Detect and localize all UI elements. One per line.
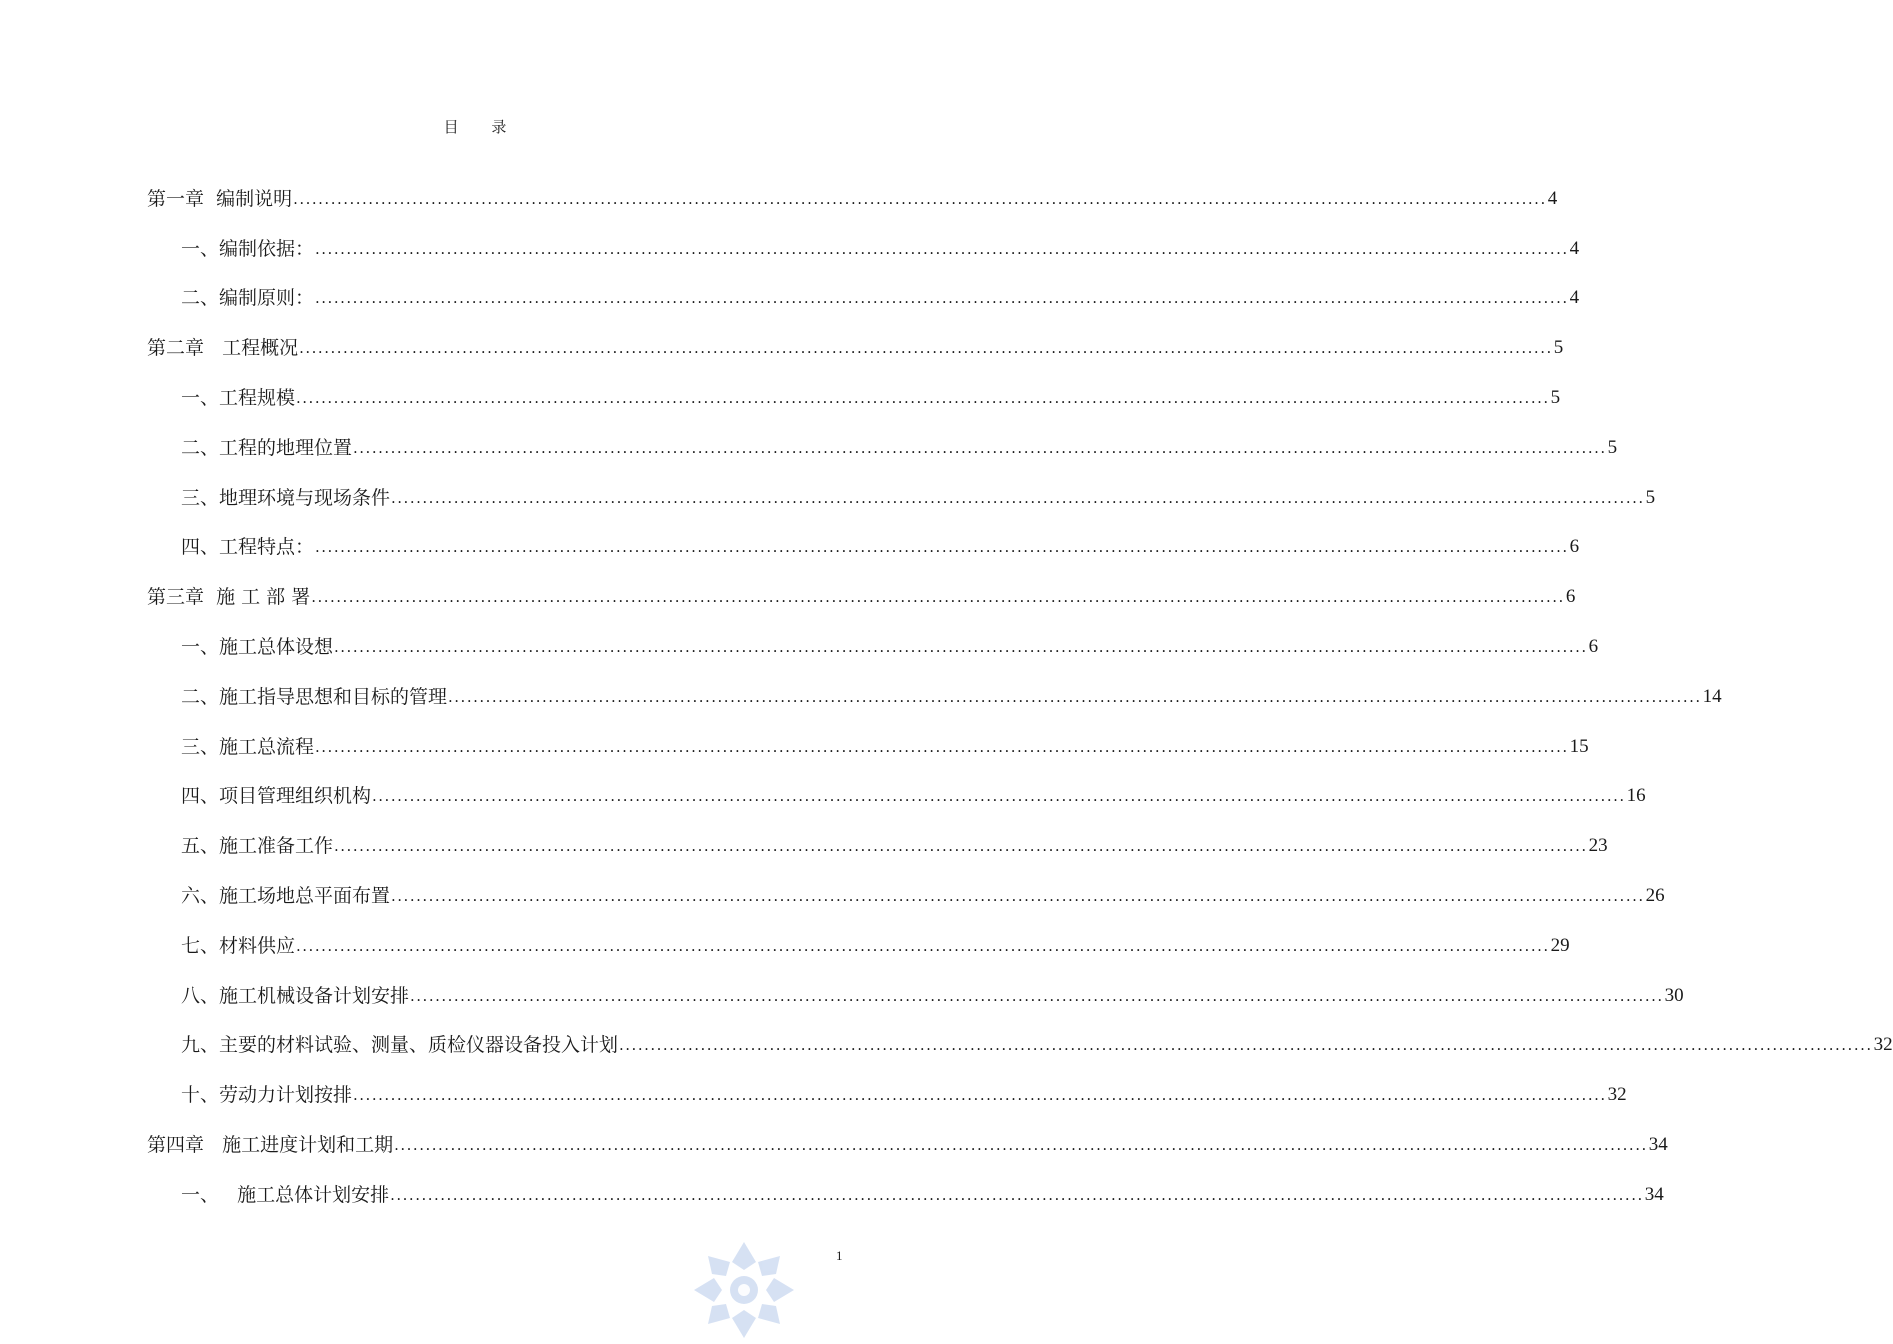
toc-entry-label: 三、施工总流程 [181,735,315,758]
toc-entry[interactable] [147,315,1564,365]
toc-leader-dots: ........................................................................................................................................................................................................ [334,837,1588,856]
toc-leader-dots: ........................................................................................................................................................................................................ [372,787,1626,806]
toc-entry[interactable] [147,564,1576,614]
toc-leader-dots: ........................................................................................................................................................................................................ [353,438,1607,457]
toc-leader-dots: ........................................................................................................................................................................................................ [390,1185,1644,1204]
toc-entry-label: 第二章 工程概况 [147,337,299,360]
toc-title: 目 录 [443,118,521,136]
toc-leader-dots: ........................................................................................................................................................................................................ [394,1135,1648,1154]
toc-leader-dots: ........................................................................................................................................................................................................ [353,1086,1607,1105]
toc-leader-dots: ........................................................................................................................................................................................................ [410,986,1664,1005]
toc-entry-label: 五、施工准备工作 [181,835,334,858]
toc-entry[interactable] [147,714,1589,764]
toc-entry-page: 26 [1645,884,1665,906]
toc-entry-label: 十、劳动力计划按排 [181,1084,353,1107]
toc-entry-page: 34 [1644,1183,1664,1205]
toc-entry-label: 二、工程的地理位置 [181,436,353,459]
toc-entry-page: 15 [1569,735,1589,757]
toc-entry[interactable] [147,266,1580,316]
toc-entry[interactable] [147,764,1646,814]
toc-entry-page: 32 [1607,1084,1627,1106]
toc-leader-dots: ........................................................................................................................................................................................................ [311,588,1565,607]
watermark-logo-icon [690,1240,798,1340]
toc-entry[interactable] [147,166,1558,216]
toc-entry[interactable] [147,365,1561,415]
table-of-contents [147,166,1893,1212]
toc-leader-dots: ........................................................................................................................................................................................................ [391,886,1645,905]
toc-entry-label: 四、项目管理组织机构 [181,785,372,808]
toc-leader-dots: ........................................................................................................................................................................................................ [448,687,1702,706]
toc-leader-dots: ........................................................................................................................................................................................................ [315,538,1569,557]
toc-entry-page: 5 [1550,386,1561,408]
toc-leader-dots: ........................................................................................................................................................................................................ [293,189,1547,208]
toc-entry[interactable] [147,515,1580,565]
toc-entry-page: 29 [1550,934,1570,956]
toc-leader-dots: ........................................................................................................................................................................................................ [315,289,1569,308]
toc-leader-dots: ........................................................................................................................................................................................................ [296,936,1550,955]
toc-entry-page: 5 [1553,337,1564,359]
toc-entry[interactable] [147,863,1665,913]
toc-entry-page: 4 [1547,187,1558,209]
toc-entry-page: 16 [1626,785,1646,807]
toc-leader-dots: ........................................................................................................................................................................................................ [315,239,1569,258]
toc-entry[interactable] [147,963,1684,1013]
toc-entry-page: 5 [1607,436,1618,458]
toc-entry[interactable] [147,813,1608,863]
toc-entry-label: 第四章 施工进度计划和工期 [147,1133,394,1156]
toc-entry-label: 六、施工场地总平面布置 [181,884,391,907]
toc-entry-page: 4 [1569,287,1580,309]
toc-leader-dots: ........................................................................................................................................................................................................ [299,339,1553,358]
toc-entry[interactable] [147,1062,1627,1112]
toc-leader-dots: ........................................................................................................................................................................................................ [315,737,1569,756]
toc-entry-label: 三、地理环境与现场条件 [181,486,391,509]
toc-entry-label: 二、编制原则： [181,287,315,310]
toc-entry-page: 23 [1588,835,1608,857]
toc-entry[interactable] [147,1162,1664,1212]
toc-entry-label: 九、主要的材料试验、测量、质检仪器设备投入计划 [181,1034,619,1057]
toc-entry-page: 32 [1873,1034,1893,1056]
toc-entry-label: 二、施工指导思想和目标的管理 [181,685,448,708]
toc-entry-label: 第一章 编制说明 [147,187,293,210]
toc-entry[interactable] [147,913,1570,963]
toc-entry-page: 6 [1588,635,1599,657]
toc-entry[interactable] [147,415,1618,465]
toc-entry-label: 第三章 施 工 部 署 [147,586,311,609]
toc-entry-page: 6 [1565,586,1576,608]
toc-entry-label: 八、施工机械设备计划安排 [181,984,410,1007]
toc-entry-page: 6 [1569,536,1580,558]
toc-entry[interactable] [147,1013,1893,1063]
toc-entry-page: 14 [1702,685,1722,707]
toc-leader-dots: ........................................................................................................................................................................................................ [334,637,1588,656]
toc-entry[interactable] [147,614,1599,664]
toc-leader-dots: ........................................................................................................................................................................................................ [619,1036,1873,1055]
toc-entry-label: 一、工程规模 [181,386,296,409]
toc-entry-label: 一、 施工总体计划安排 [181,1183,390,1206]
toc-entry-label: 四、工程特点： [181,536,315,559]
toc-entry-label: 一、施工总体设想 [181,635,334,658]
toc-entry-page: 30 [1664,984,1684,1006]
toc-entry-label: 七、材料供应 [181,934,296,957]
toc-leader-dots: ........................................................................................................................................................................................................ [296,388,1550,407]
toc-entry[interactable] [147,216,1580,266]
toc-entry-page: 4 [1569,237,1580,259]
toc-entry[interactable] [147,664,1722,714]
toc-entry[interactable] [147,465,1656,515]
toc-entry-page: 5 [1645,486,1656,508]
toc-entry-label: 一、编制依据： [181,237,315,260]
toc-entry[interactable] [147,1112,1668,1162]
page-number: 1 [836,1248,843,1263]
toc-entry-page: 34 [1648,1133,1668,1155]
toc-leader-dots: ........................................................................................................................................................................................................ [391,488,1645,507]
